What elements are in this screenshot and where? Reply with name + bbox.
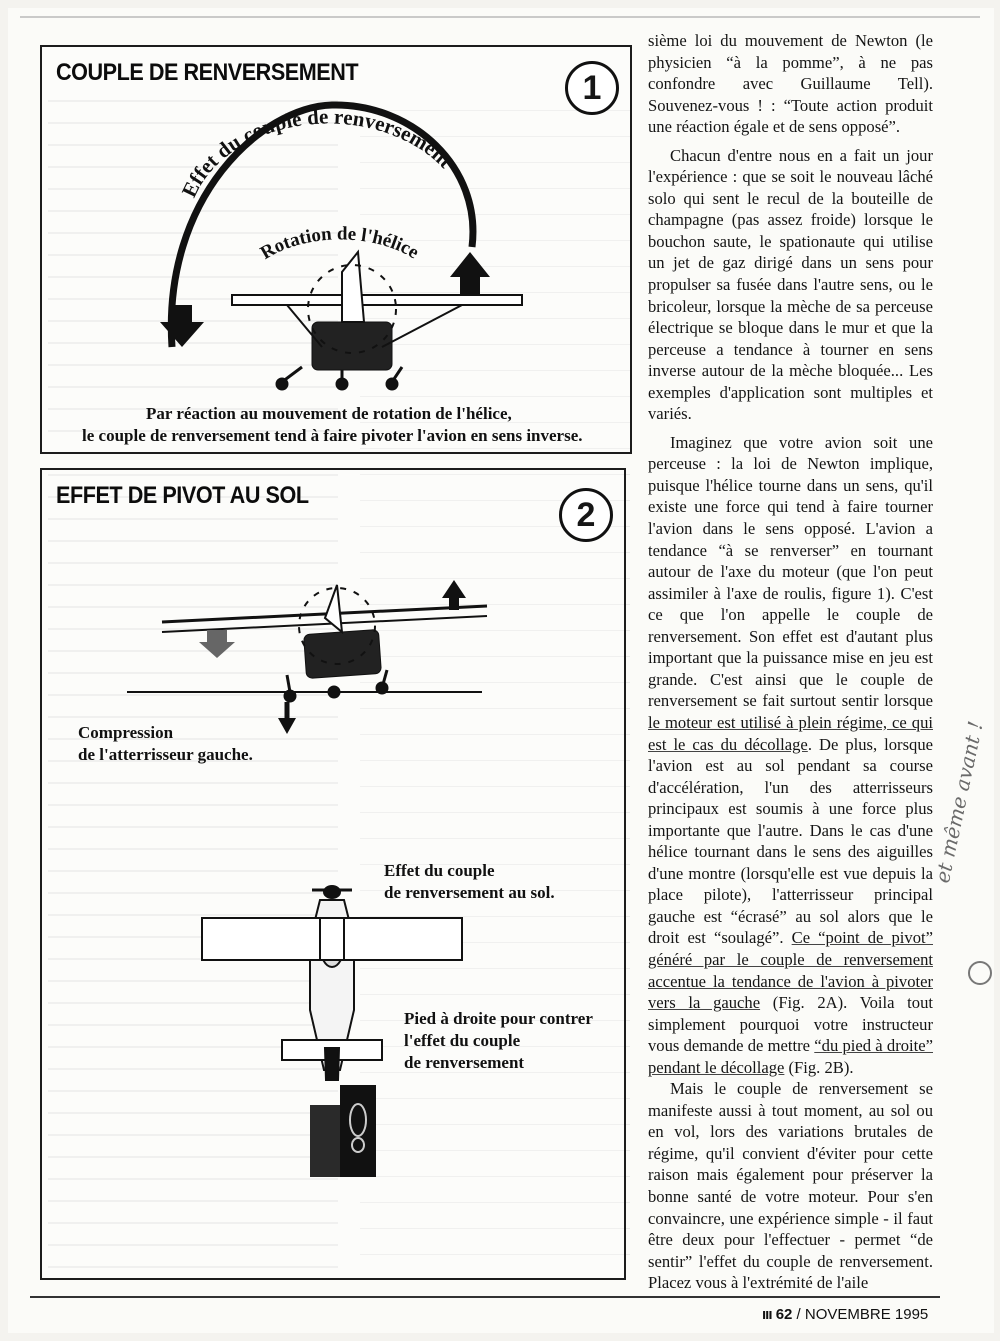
footer-rule [30,1296,940,1298]
figure-1-caption-line-2: le couple de renversement tend à faire pivoter l'avion en sens inverse. [82,426,583,445]
figure-1-caption-line-1: Par réaction au mouvement de rotation de l'hélice, [146,404,512,423]
margin-note-circle [965,958,995,988]
compression-label-line-2: de l'atterrisseur gauche. [78,745,253,764]
article-column [648,30,933,1294]
underlined-phrase-2: Ce “point de pivot” généré par le couple de renversement accentue la tendance de l'avion à pivoter vers la gauche [648,928,933,1013]
figure-1-panel [40,45,632,454]
underlined-phrase-1: le moteur est utilisé à plein régime, ce qui est le cas du décollage [648,712,933,754]
magazine-logo: ııı [762,1306,772,1323]
rotation-label: Rotation de l'hélice [256,223,423,264]
down-arrow-left-2 [199,630,235,658]
down-arrow-left [160,305,204,347]
underlined-phrase-3: “du pied à droite” pendant le décollage [648,1036,933,1077]
figure-1-title: COUPLE DE RENVERSEMENT [56,59,359,86]
page-number: 62 [775,1306,793,1323]
figure-2-title: EFFET DE PIVOT AU SOL [56,482,309,509]
issue-date: / NOVEMBRE 1995 [796,1306,929,1323]
handwritten-margin-note: et même avant ! [930,718,988,885]
pied-label-line-2: l'effet du couple [404,1031,521,1050]
article-paragraph-2: Chacun d'entre nous en a fait un jour l'expérience : que se soit le nouveau lâché solo qui sent le recul de la bouteille de champagne (pas assez froide) lorsque le bouchon saute, le spationaute qui utilise un jet de gaz dirigé dans un sens pour propulser sa fusée dans l'autre sens, ou le bricoleur, lorsque la mèche de sa perceuse électrique se bloque dans le mur et que la perceuse a tendance à tourner en sens inverse autour de la mèche bloquée... Les exemples d'application sont multiples et variés. [648,145,933,424]
figure-2-diagram [42,470,624,1278]
figure-1-diagram [42,47,630,452]
pied-label-line-1: Pied à droite pour contrer [404,1009,593,1028]
ground-effect-label-line-1: Effet du couple [384,861,495,880]
figure-1-number: 1 [565,61,619,115]
rudder-pedal-image [310,1085,376,1177]
top-rule [20,16,980,18]
figure-2-number: 2 [559,488,613,542]
article-paragraph-1: sième loi du mouvement de Newton (le physicien “à la pomme”, à ne pas confondre avec Guillaume Tell). Souvenez-vous ! : “Toute action produit une réaction égale et de sens opposé”. [648,31,933,137]
up-arrow-right [450,252,490,299]
article-paragraph-4: Mais le couple de renversement se manifeste aussi à tout moment, au sol ou en vol, lors des variations brutales de régime, qu'il convient d'éviter pour cette raison mais également pour préserver la bonne santé de votre moteur. Pour s'en convaincre, une expérience simple - il faut être deux pour l'effectuer - permet “de sentir” l'effet du couple de renversement. Placez vous à l'extrémité de l'aile [648,1079,933,1293]
up-arrow-right-2 [442,580,466,610]
article-paragraph-3: Imaginez que votre avion soit une perceuse : la loi de Newton implique, puisque l'hélice tourne dans un sens, qu'il existe une force qui tend à faire tourner l'avion dans le sens opposé. L'avion a tendance “à se renverser” en tournant autour de l'axe du moteur (que l'on peut assimiler à l'axe de roulis, figure 1). C'est ce que l'on appelle le couple de renversement. Son effet est d'autant plus important que la puissance mise en jeu est grande. C'est ainsi que le couple de renversement se fait surtout sentir lorsque le moteur est utilisé à plein régime, ce qui est le cas du décollage. De plus, lorsque l'avion est au sol pendant sa course d'accélération, l'un des atterrisseurs principaux est soumis à une force plus importante que l'autre. Dans le cas d'une hélice tournant dans le sens des aiguilles d'une montre (lorsqu'elle est vue depuis la place pilote), l'atterrisseur principal gauche est “écrasé” au sol alors que le droit est “soulagé”. Ce “point de pivot” généré par le couple de renversement accentue la tendance de l'avion à pivoter vers la gauche (Fig. 2A). Voila tout simplement pourquoi votre instructeur vous demande de mettre “du pied à droite” pendant le décollage (Fig. 2B). [648,432,934,1077]
figure-2-panel [40,468,626,1280]
torque-arc-label: Effet du couple de renversement [176,104,458,201]
ground-effect-label-line-2: de renversement au sol. [384,883,555,902]
page-footer [762,1306,928,1323]
compression-label-line-1: Compression [78,723,174,742]
pied-label-line-3: de renversement [404,1053,525,1072]
